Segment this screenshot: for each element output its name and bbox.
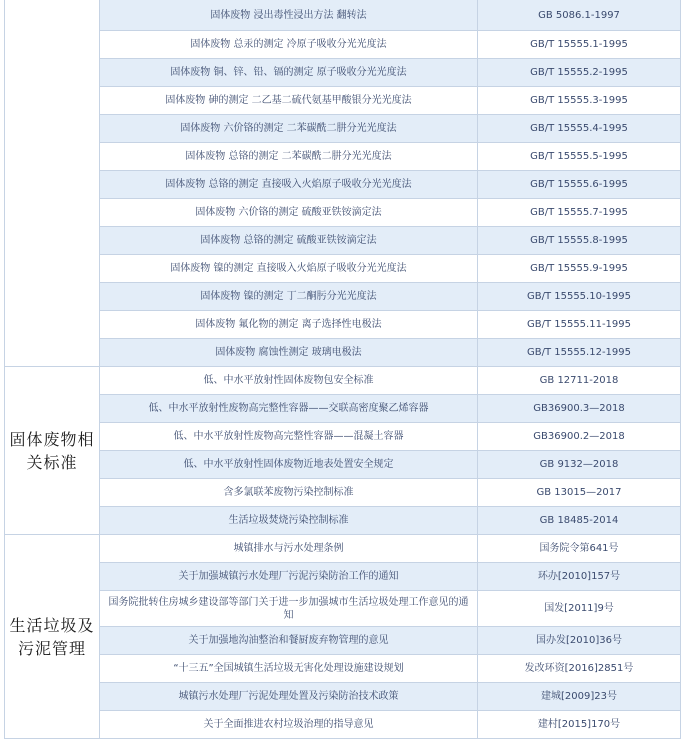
table-row <box>5 591 681 627</box>
standard-code-cell: GB36900.3—2018 <box>478 395 681 423</box>
table-row <box>5 143 681 171</box>
table-row <box>5 31 681 59</box>
standard-name-cell: 低、中水平放射性固体废物近地表处置安全规定 <box>100 451 478 479</box>
table-row <box>5 283 681 311</box>
standard-code-cell: GB/T 15555.7-1995 <box>478 199 681 227</box>
standard-code-cell: GB/T 15555.8-1995 <box>478 227 681 255</box>
standard-code-cell: GB/T 15555.2-1995 <box>478 59 681 87</box>
table-row <box>5 627 681 655</box>
table-row <box>5 115 681 143</box>
table-row <box>5 655 681 683</box>
standard-code-cell: 国办发[2010]36号 <box>478 627 681 655</box>
standard-name-cell: 固体废物 镍的测定 丁二酮肟分光光度法 <box>100 283 478 311</box>
standards-table <box>4 0 681 739</box>
standard-code-cell: 建城[2009]23号 <box>478 683 681 711</box>
standard-name-cell: 固体废物 浸出毒性浸出方法 翻转法 <box>100 0 478 31</box>
standard-name-cell: 低、中水平放射性固体废物包安全标准 <box>100 367 478 395</box>
table-row <box>5 535 681 563</box>
table-row <box>5 423 681 451</box>
standard-name-cell: 国务院批转住房城乡建设部等部门关于进一步加强城市生活垃圾处理工作意见的通知 <box>100 591 478 627</box>
standard-name-cell: 含多氯联苯废物污染控制标准 <box>100 479 478 507</box>
table-row <box>5 395 681 423</box>
standard-code-cell: 发改环资[2016]2851号 <box>478 655 681 683</box>
standard-code-cell: GB/T 15555.12-1995 <box>478 339 681 367</box>
table-row <box>5 227 681 255</box>
standard-name-cell: 关于全面推进农村垃圾治理的指导意见 <box>100 711 478 739</box>
standard-name-cell: 固体废物 腐蚀性测定 玻璃电极法 <box>100 339 478 367</box>
table-row <box>5 367 681 395</box>
standard-code-cell: 国务院令第641号 <box>478 535 681 563</box>
table-row <box>5 171 681 199</box>
standard-name-cell: 固体废物 镍的测定 直接吸入火焰原子吸收分光光度法 <box>100 255 478 283</box>
table-row <box>5 339 681 367</box>
table-row <box>5 87 681 115</box>
standard-code-cell: GB/T 15555.4-1995 <box>478 115 681 143</box>
standard-code-cell: GB/T 15555.5-1995 <box>478 143 681 171</box>
standard-name-cell: 固体废物 六价铬的测定 二苯碳酰二肼分光光度法 <box>100 115 478 143</box>
table-row <box>5 59 681 87</box>
standard-code-cell: GB/T 15555.11-1995 <box>478 311 681 339</box>
category-cell: 生活垃圾及污泥管理 <box>5 535 100 739</box>
standard-name-cell: 固体废物 铜、锌、铅、镉的测定 原子吸收分光光度法 <box>100 59 478 87</box>
standard-code-cell: GB/T 15555.1-1995 <box>478 31 681 59</box>
standard-name-cell: 低、中水平放射性废物高完整性容器——交联高密度聚乙烯容器 <box>100 395 478 423</box>
standards-table-body <box>5 0 681 739</box>
standard-code-cell: GB/T 15555.9-1995 <box>478 255 681 283</box>
standard-code-cell: GB 9132—2018 <box>478 451 681 479</box>
standard-code-cell: GB/T 15555.10-1995 <box>478 283 681 311</box>
table-row <box>5 479 681 507</box>
standard-code-cell: GB36900.2—2018 <box>478 423 681 451</box>
standard-name-cell: 固体废物 六价铬的测定 硫酸亚铁铵滴定法 <box>100 199 478 227</box>
standard-code-cell: GB 5086.1-1997 <box>478 0 681 31</box>
standard-code-cell: 环办[2010]157号 <box>478 563 681 591</box>
table-row <box>5 0 681 31</box>
table-row <box>5 711 681 739</box>
standard-name-cell: 固体废物 总铬的测定 二苯碳酰二肼分光光度法 <box>100 143 478 171</box>
category-cell <box>5 0 100 367</box>
table-row <box>5 507 681 535</box>
standard-name-cell: 生活垃圾焚烧污染控制标准 <box>100 507 478 535</box>
category-cell: 固体废物相关标准 <box>5 367 100 535</box>
standard-code-cell: GB 13015—2017 <box>478 479 681 507</box>
standard-code-cell: GB/T 15555.3-1995 <box>478 87 681 115</box>
standard-name-cell: 固体废物 总铬的测定 直接吸入火焰原子吸收分光光度法 <box>100 171 478 199</box>
standard-name-cell: 固体废物 总铬的测定 硫酸亚铁铵滴定法 <box>100 227 478 255</box>
table-row <box>5 311 681 339</box>
standard-name-cell: 城镇排水与污水处理条例 <box>100 535 478 563</box>
table-row <box>5 451 681 479</box>
standard-code-cell: GB 12711-2018 <box>478 367 681 395</box>
standard-name-cell: 低、中水平放射性废物高完整性容器——混凝土容器 <box>100 423 478 451</box>
standard-name-cell: 关于加强地沟油整治和餐厨废弃物管理的意见 <box>100 627 478 655</box>
standard-name-cell: 关于加强城镇污水处理厂污泥污染防治工作的通知 <box>100 563 478 591</box>
standard-name-cell: “十三五”全国城镇生活垃圾无害化处理设施建设规划 <box>100 655 478 683</box>
standard-name-cell: 固体废物 砷的测定 二乙基二硫代氨基甲酸银分光光度法 <box>100 87 478 115</box>
table-row <box>5 563 681 591</box>
standard-code-cell: GB/T 15555.6-1995 <box>478 171 681 199</box>
table-row <box>5 683 681 711</box>
standard-name-cell: 固体废物 氟化物的测定 离子选择性电极法 <box>100 311 478 339</box>
table-row <box>5 199 681 227</box>
standard-code-cell: 建村[2015]170号 <box>478 711 681 739</box>
standard-code-cell: 国发[2011]9号 <box>478 591 681 627</box>
standard-name-cell: 固体废物 总汞的测定 冷原子吸收分光光度法 <box>100 31 478 59</box>
table-row <box>5 255 681 283</box>
standard-code-cell: GB 18485-2014 <box>478 507 681 535</box>
standard-name-cell: 城镇污水处理厂污泥处理处置及污染防治技术政策 <box>100 683 478 711</box>
